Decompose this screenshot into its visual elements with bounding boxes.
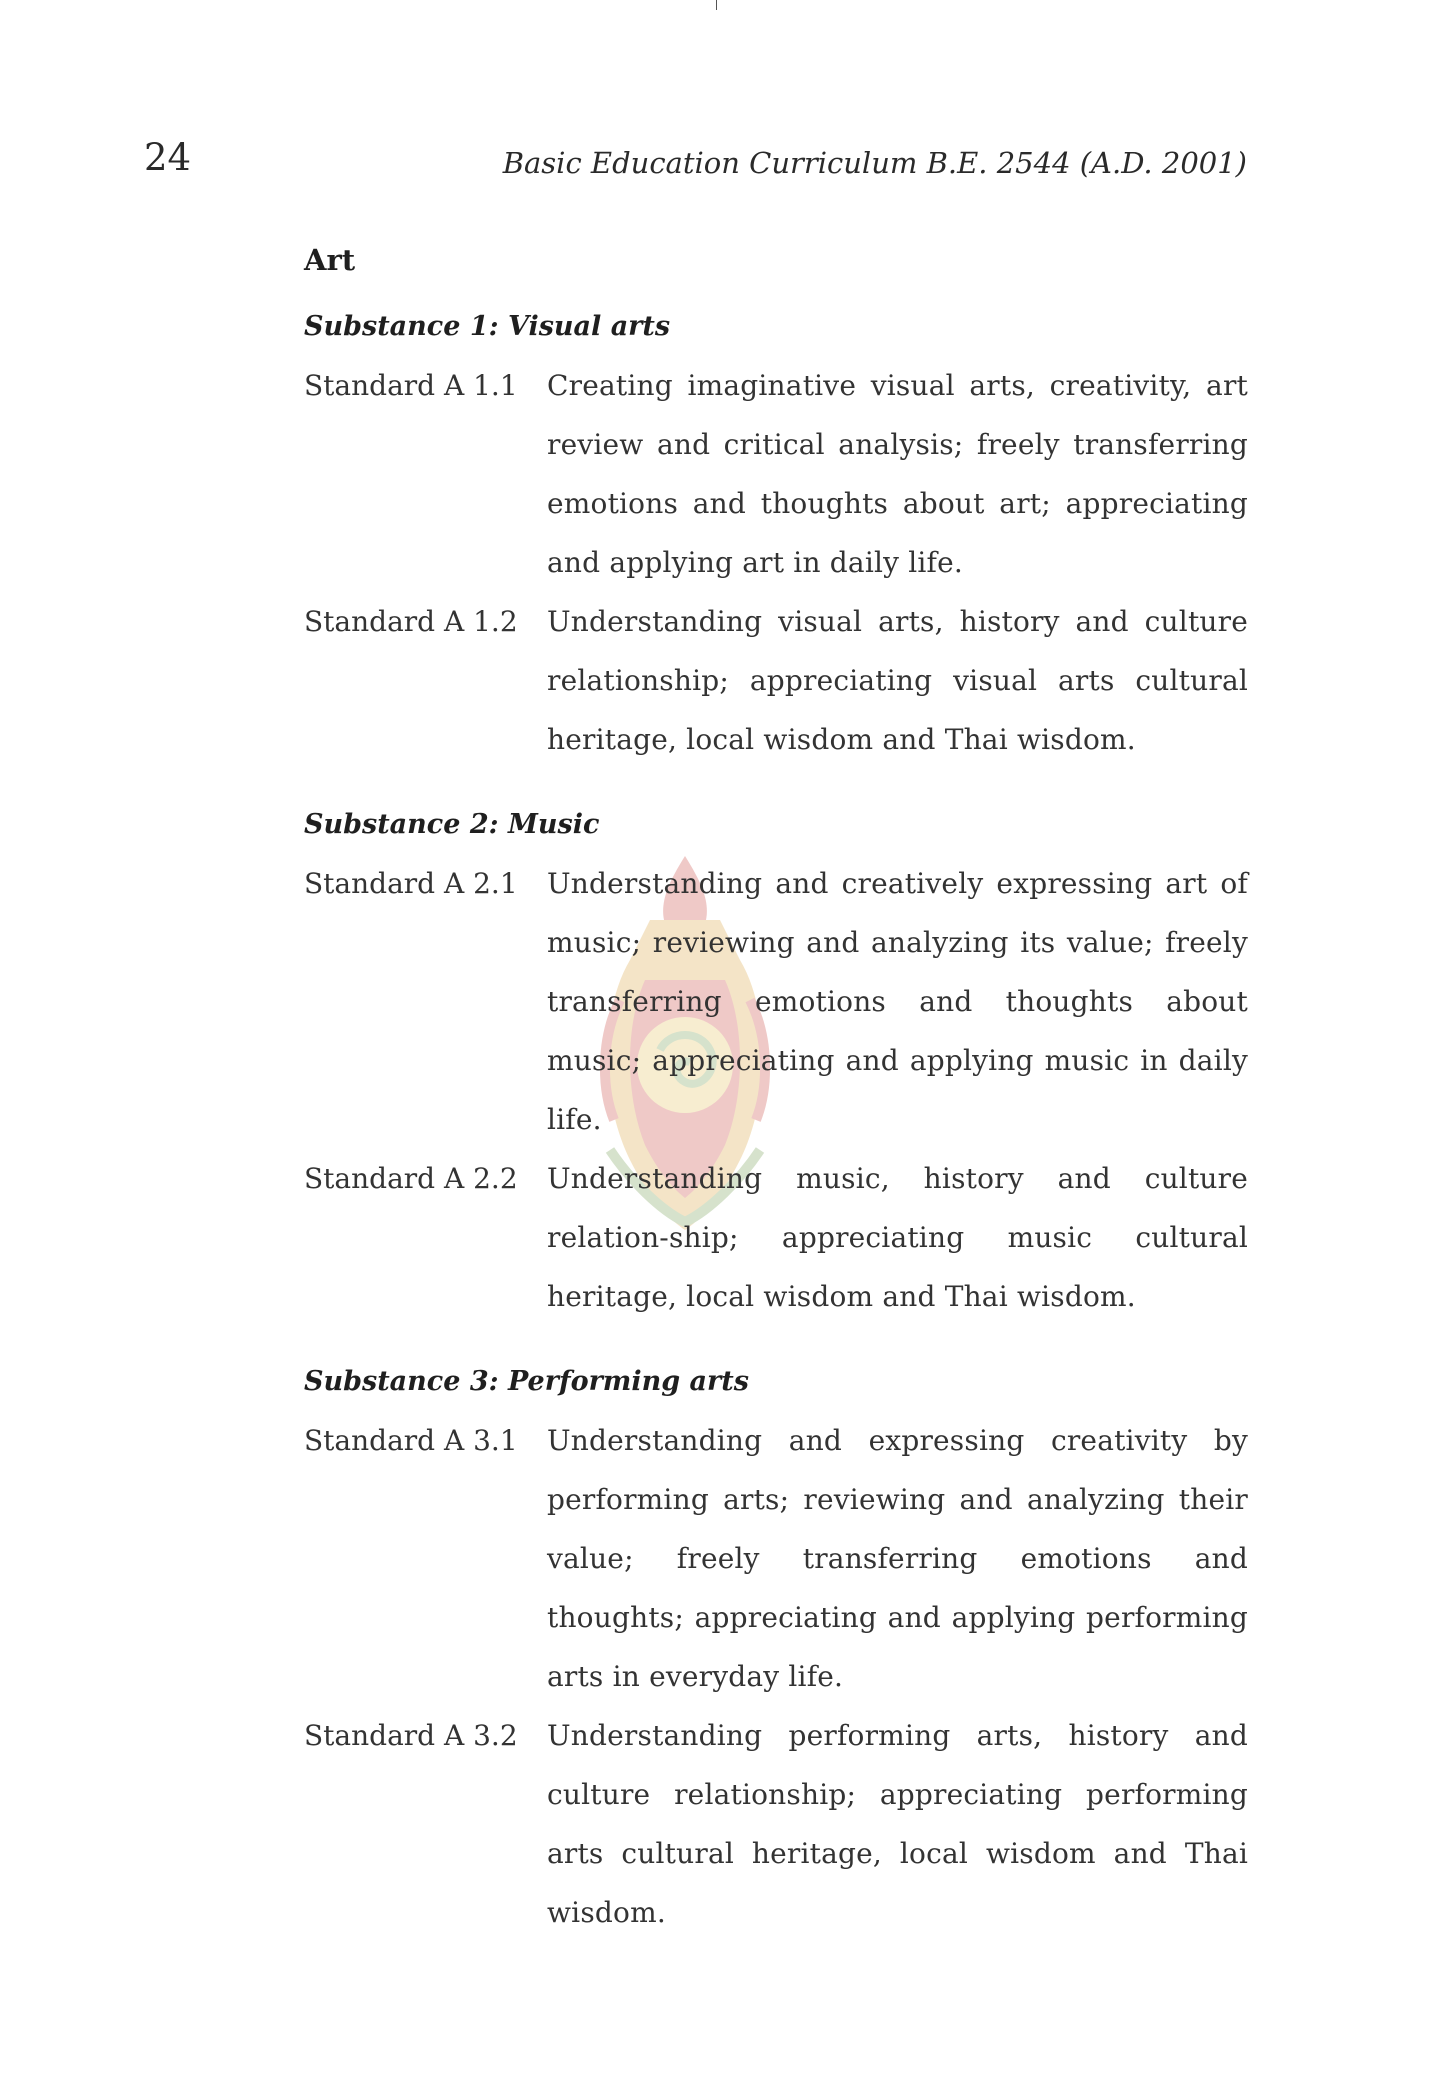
running-title: Basic Education Curriculum B.E. 2544 (A.D. 2001)	[502, 146, 1247, 180]
substance-title: Substance 1: Visual arts	[304, 311, 671, 342]
standard-label: Standard A 1.1	[304, 369, 518, 402]
standard-row	[304, 1706, 1248, 1942]
standard-label: Standard A 2.1	[304, 867, 518, 900]
standard-row	[304, 1411, 1248, 1706]
standard-row	[304, 1149, 1248, 1326]
substance-visual-arts	[304, 297, 1248, 769]
standard-text: Understanding and creatively expressing art of music; reviewing and analyzing its value; freely transferring emotions and thoughts about music; appreciating and applying music in daily life.	[547, 867, 1248, 1136]
substance-title: Substance 2: Music	[304, 809, 600, 840]
standard-label: Standard A 2.2	[304, 1162, 518, 1195]
standard-text: Understanding music, history and culture relation-ship; appreciating music cultural heritage, local wisdom and Thai wisdom.	[547, 1162, 1248, 1313]
section-spacer	[304, 1326, 1248, 1352]
standard-row	[304, 592, 1248, 769]
standard-label: Standard A 3.1	[304, 1424, 518, 1457]
standard-row	[304, 356, 1248, 592]
crop-mark	[716, 0, 717, 10]
substance-performing-arts	[304, 1352, 1248, 1942]
substance-title: Substance 3: Performing arts	[304, 1366, 749, 1397]
standard-label: Standard A 3.2	[304, 1719, 518, 1752]
standard-row	[304, 854, 1248, 1149]
standard-label: Standard A 1.2	[304, 605, 518, 638]
standard-text: Understanding and expressing creativity by performing arts; reviewing and analyzing their value; freely transferring emotions and thoughts; appreciating and applying performing arts in everyday life.	[547, 1424, 1248, 1693]
standard-text: Creating imaginative visual arts, creativity, art review and critical analysis; freely transferring emotions and thoughts about art; appreciating and applying art in daily life.	[547, 369, 1248, 579]
standard-text: Understanding visual arts, history and culture relationship; appreciating visual arts cultural heritage, local wisdom and Thai wisdom.	[547, 605, 1248, 756]
standard-text: Understanding performing arts, history and culture relationship; appreciating performing arts cultural heritage, local wisdom and Thai wisdom.	[547, 1719, 1248, 1929]
section-spacer	[304, 769, 1248, 795]
page-number: 24	[144, 136, 192, 179]
subject-title: Art	[304, 243, 356, 277]
substance-music	[304, 795, 1248, 1326]
curriculum-content	[304, 238, 1248, 1942]
